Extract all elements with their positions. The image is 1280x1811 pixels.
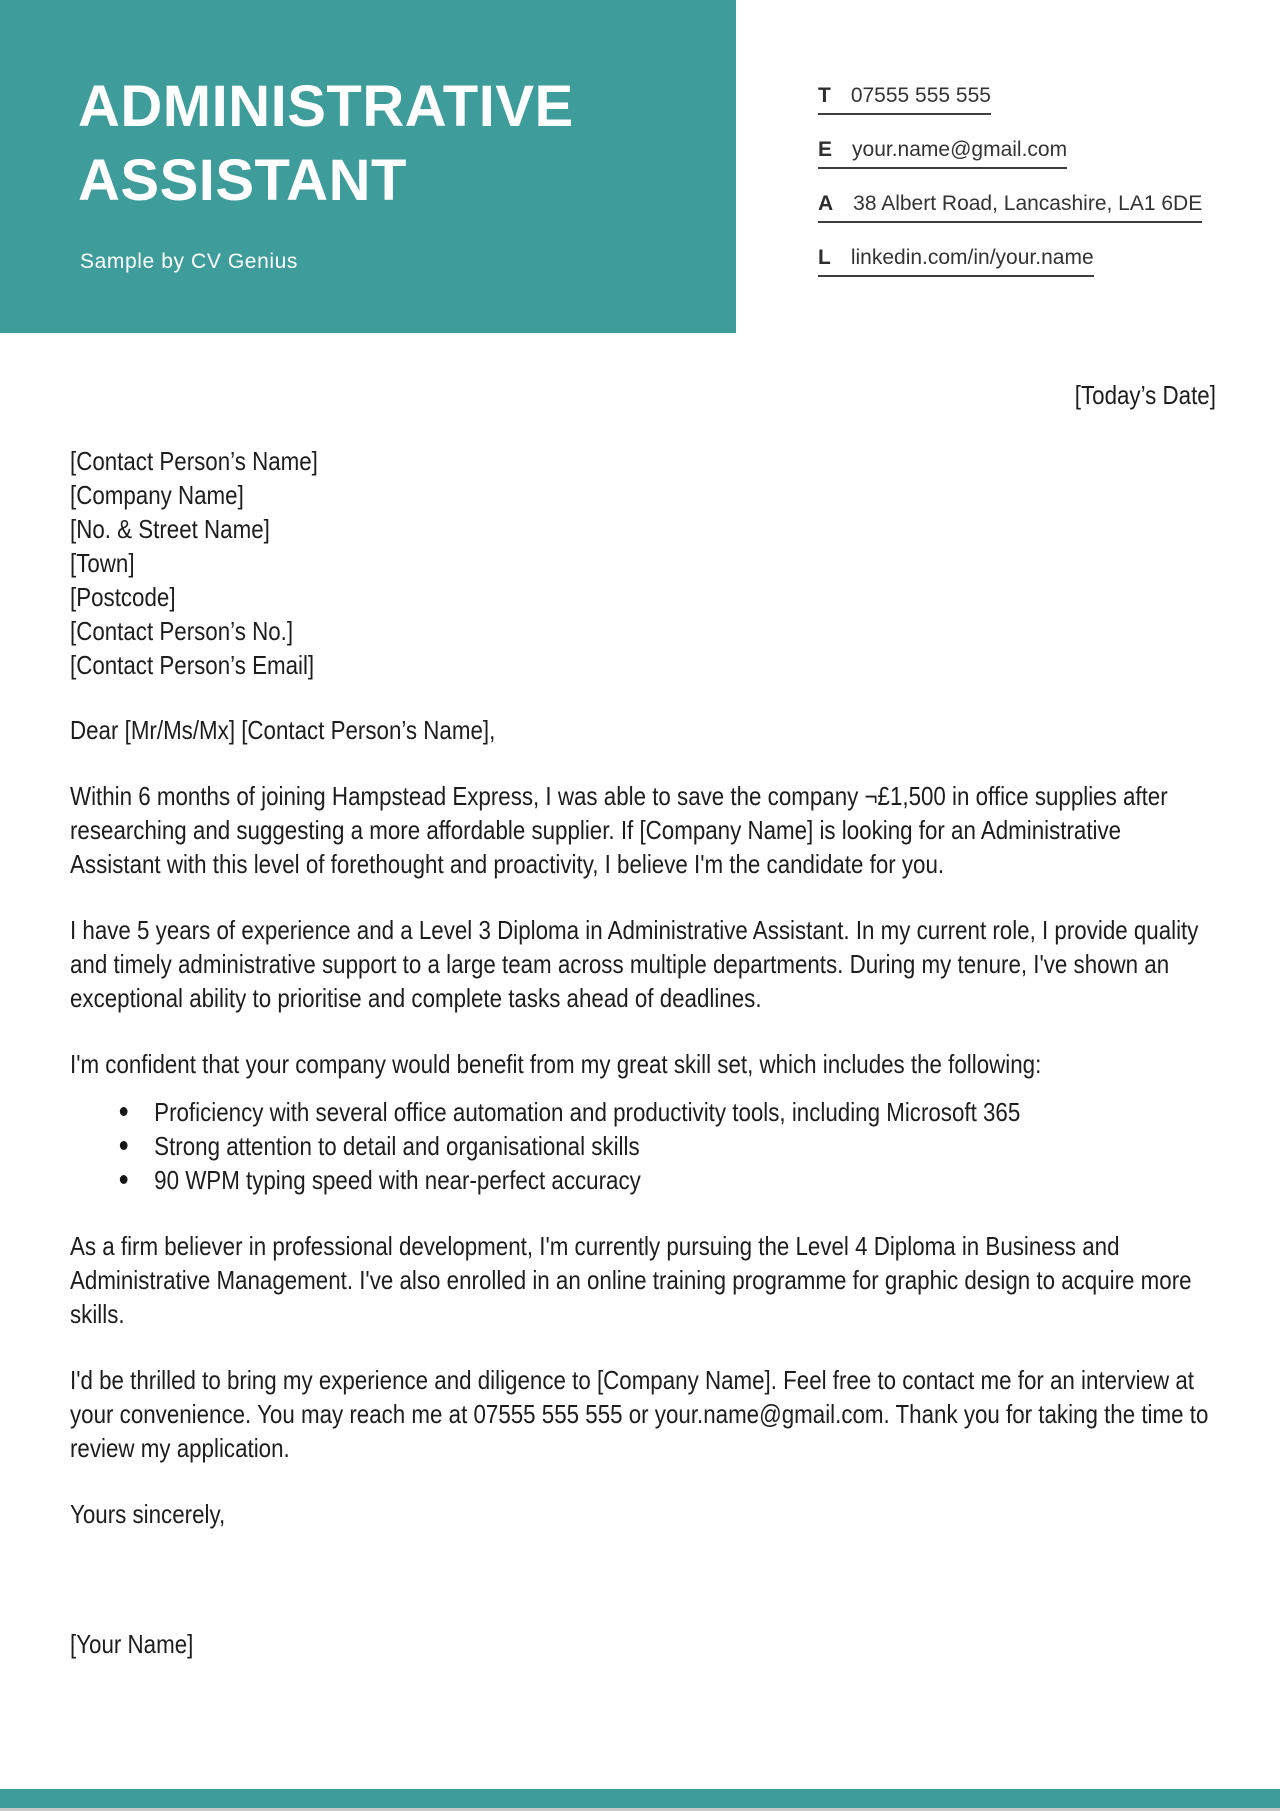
paragraph-intro: Within 6 months of joining Hampstead Express, I was able to save the company ¬£1,500 in office supplies after researching and suggesting a more affordable supplier. If [Company Name] is looking for an Administrative Assistant with this level of forethought and proactivity, I believe I'm the candidate for you. (70, 781, 1168, 879)
recipient-line: [Postcode] (70, 582, 176, 612)
bullet-item (70, 1095, 1216, 1129)
recipient-line: [Contact Person’s No.] (70, 616, 294, 646)
contact-list (818, 84, 1202, 300)
contact-address-label: A (818, 192, 834, 215)
paragraph-experience: I have 5 years of experience and a Level 3 Diploma in Administrative Assistant. In my current role, I provide quality and timely administrative support to a large team across multiple departments. During my tenure, I've shown an exceptional ability to prioritise and complete tasks ahead of deadlines. (70, 915, 1199, 1013)
contact-address-underline (818, 192, 1202, 223)
contact-email-link[interactable]: your.name@gmail.com (852, 138, 1068, 161)
recipient-line: [Contact Person’s Email] (70, 650, 315, 680)
page-subtitle: Sample by CV Genius (80, 250, 298, 273)
bullet-text: Strong attention to detail and organisational skills (154, 1131, 640, 1161)
contact-linkedin-underline (818, 246, 1094, 277)
footer-bar (0, 1789, 1280, 1808)
today-date: [Today’s Date] (1074, 380, 1216, 410)
contact-phone-link[interactable]: 07555 555 555 (850, 84, 991, 107)
signature-name: [Your Name] (70, 1629, 194, 1659)
contact-email-row (818, 138, 1202, 169)
skills-bullet-list (70, 1095, 1216, 1197)
contact-address-row (818, 192, 1202, 223)
skills-intro: I'm confident that your company would benefit from my great skill set, which includes the following: (70, 1049, 1042, 1079)
paragraph-closing: I'd be thrilled to bring my experience and diligence to [Company Name]. Feel free to contact me for an interview at your convenience. You may reach me at 07555 555 555 or your.name@gmail.com. Thank you for taking the time to review my application. (70, 1365, 1209, 1463)
page-title: ADMINISTRATIVE ASSISTANT (78, 74, 574, 213)
header-block (0, 0, 736, 333)
recipient-block (70, 444, 1216, 682)
contact-phone-row (818, 84, 1202, 115)
recipient-line: [Contact Person’s Name] (70, 446, 318, 476)
bullet-dot-icon (120, 1175, 128, 1184)
contact-phone-label: T (818, 84, 831, 107)
bullet-item (70, 1163, 1216, 1197)
contact-linkedin-label: L (818, 246, 831, 269)
recipient-line: [Company Name] (70, 480, 244, 510)
recipient-line: [Town] (70, 548, 135, 578)
letter-body (70, 378, 1216, 1661)
bullet-text: 90 WPM typing speed with near-perfect accuracy (154, 1165, 641, 1195)
bullet-item (70, 1129, 1216, 1163)
contact-address-link[interactable]: 38 Albert Road, Lancashire, LA1 6DE (853, 192, 1203, 215)
signoff: Yours sincerely, (70, 1499, 226, 1529)
contact-linkedin-link[interactable]: linkedin.com/in/your.name (850, 246, 1094, 269)
salutation: Dear [Mr/Ms/Mx] [Contact Person’s Name], (70, 715, 496, 745)
bullet-text: Proficiency with several office automation and productivity tools, including Microsoft 365 (154, 1097, 1021, 1127)
contact-email-label: E (818, 138, 833, 161)
paragraph-development: As a firm believer in professional development, I'm currently pursuing the Level 4 Diploma in Business and Administrative Management. I've also enrolled in an online training programme for graphic design to acquire more skills. (70, 1231, 1192, 1329)
contact-email-underline (818, 138, 1067, 169)
contact-linkedin-row (818, 246, 1202, 277)
recipient-line: [No. & Street Name] (70, 514, 270, 544)
bullet-dot-icon (120, 1107, 128, 1116)
contact-phone-underline (818, 84, 991, 115)
bullet-dot-icon (120, 1141, 128, 1150)
